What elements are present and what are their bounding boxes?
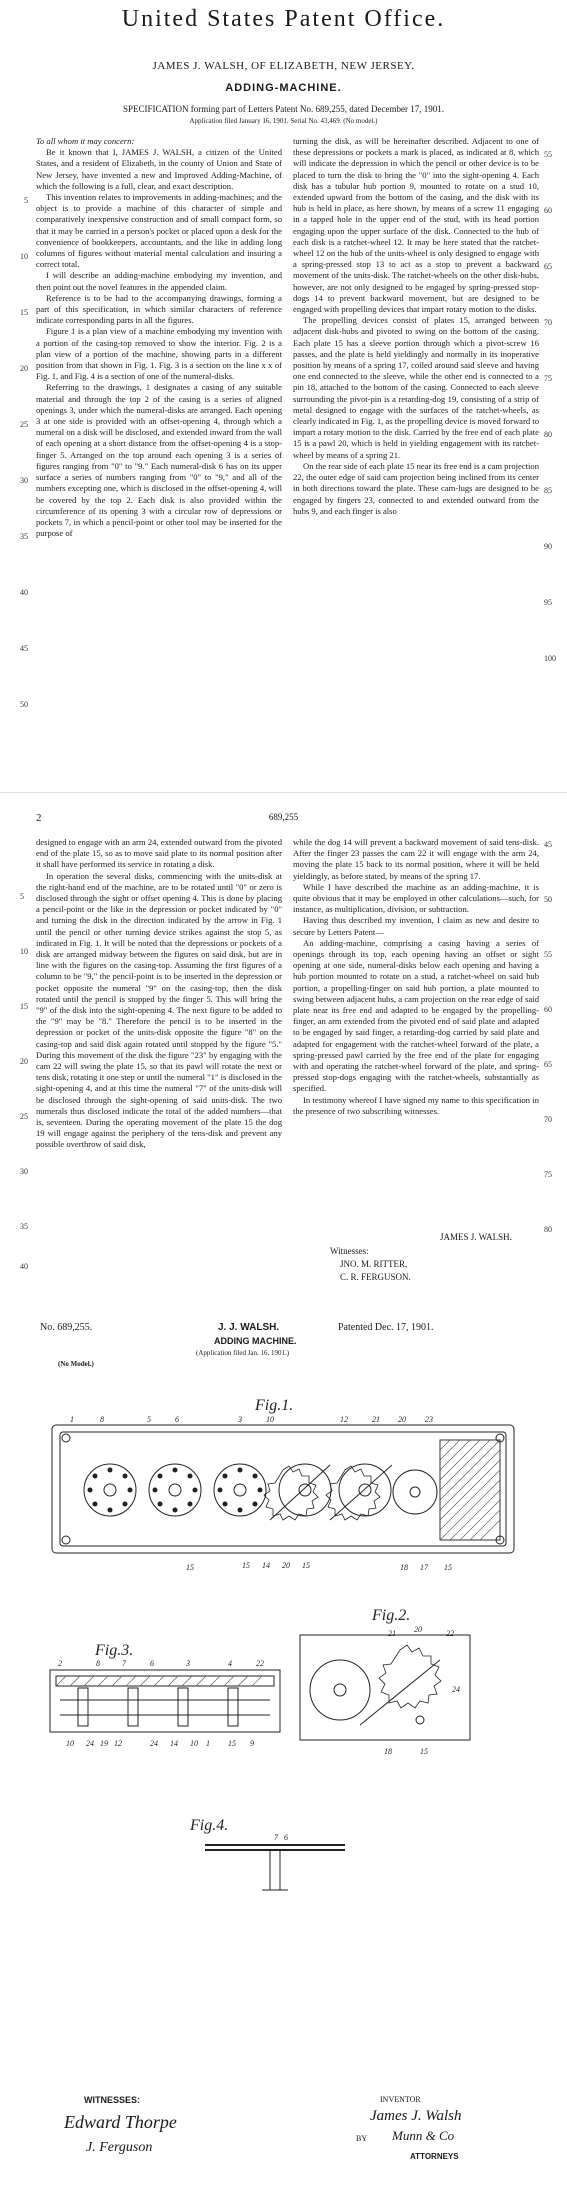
paragraph: Reference is to be had to the accompanying drawings, forming a part of this specification, in which similar characters of reference indicate corresponding parts in all the figures. <box>36 292 282 326</box>
paragraph: Figure 1 is a plan view of a machine embodying my invention with a portion of the casing-top removed to show the interior. Fig. 2 is a plan view of a portion of the machine, showing parts in a different position from that shown in Fig. 1. Fig. 3 is a section on the line x x of Fig. 1, and Fig. 4 is a section of one of the numeral-disks. <box>36 326 282 382</box>
inventor-signature: James J. Walsh <box>370 2108 462 2124</box>
svg-text:15: 15 <box>186 1563 194 1572</box>
line-number: 15 <box>20 308 28 317</box>
svg-text:6: 6 <box>175 1415 179 1424</box>
svg-text:20: 20 <box>282 1561 290 1570</box>
line-number: 40 <box>20 588 28 597</box>
line-number: 5 <box>20 892 24 901</box>
paragraph: Having thus described my invention, I claim as new and desire to secure by Letters Patent— <box>293 915 539 937</box>
paragraph: while the dog 14 will prevent a backward movement of said tens-disk. After the finger 23 passes the cam 22 it will engage with the arm 24, moving the plate 15 back to its normal position, where it will be held yieldingly, as before stated, by means of the spring 17. <box>293 837 539 881</box>
attorney-signature: Munn & Co <box>392 2128 455 2143</box>
line-number: 50 <box>20 700 28 709</box>
claim: An adding-machine, comprising a casing having a series of openings through its top, each opening having an offset or sight opening at one side, numeral-disks below each opening and having a hub portion mounted to rotate on a stud, a ratchet-wheel on said hub portion, a propelling-finger on said hub portion, a plate mounted to swing between adjacent hubs, a cam projection on the rear edge of said plate near its free end and adapted to be engaged by the propelling-finger, an arm extended from the pivoted end of said plate and adapted to be engaged by said finger, a retarding-dog carried by said plate and adapted for engagement with the ratchet-wheel forward of the plate, a spring-pressed pawl carried by the free end of the plate for engaging with and operating the ratchet-wheel forward of the plate, and spring-pressed stop-dogs engaging with the ratchet-wheels, substantially as specified. <box>293 937 539 1094</box>
svg-text:15: 15 <box>302 1561 310 1570</box>
svg-text:1: 1 <box>206 1739 210 1748</box>
svg-text:14: 14 <box>170 1739 178 1748</box>
fig4-label: Fig.4. <box>190 1817 229 1834</box>
page2-left-column <box>36 837 282 1287</box>
witness-signature: J. Ferguson <box>86 2140 153 2155</box>
svg-text:3: 3 <box>186 1659 190 1668</box>
paragraph: In operation the several disks, commencing with the units-disk at the right-hand end of the machine, are to be rotated until "0" or zero is disclosed through the sight or offset opening 4. This is done by placing a pencil-point or the like in the depression or pocket indicated by "0" and turning the disk in the direction indicated by the arrow in Fig. 1 until the pencil or other turning device strikes against the stop 5, as indicated in Fig. 1. It will be noted that the depressions or pockets of a disk are arranged midway between the figures on said disk, but are in line with the figures on the casing-top. Assuming the first figures of a column to be "9," the pencil-point is to be inserted in the depression or pocket opposite the numeral "9" on the casing-top, then the disk rotated until the pencil is stopped by the finger 5. This will bring the "9" of the disk into the sight-opening 4. The next figure to be added to the "9" may be "8." Therefore the pencil is to be inserted in the depression or pocket of the units-disk opposite the figure "8" on the casing-top and said disk again rotated until stopped by the figure "5." During this movement of the disk the figure "23" by engaging with the cam 22 will swing the plate 15, so that its pawl will rotate the next or tens disk, rotating it one step or until the numeral "1" is disclosed in the sight-opening 4, and at this time the numeral "7" of the units-disk will be disclosed through the sight-opening of said units-disk. The two numerals thus disclosed indicate the total of the added numbers—that is, seventeen. During the operating movement of the plate 15 the dog 19 will engage against the periphery of the tens-disk and prevent any possible overthrow of said disk, <box>36 870 282 1150</box>
svg-text:6: 6 <box>150 1659 154 1668</box>
specification-line: SPECIFICATION forming part of Letters Patent No. 689,255, dated December 17, 1901. <box>123 104 444 114</box>
inventor-line: JAMES J. WALSH, OF ELIZABETH, NEW JERSEY. <box>152 60 415 72</box>
witness-signature: Edward Thorpe <box>64 2112 177 2132</box>
drawing-witnesses-label: WITNESSES: <box>84 2095 141 2105</box>
paragraph: In testimony whereof I have signed my name to this specification in the presence of two subscribing witnesses. <box>293 1094 539 1116</box>
line-number: 45 <box>544 840 552 849</box>
svg-text:12: 12 <box>114 1739 122 1748</box>
svg-text:12: 12 <box>340 1415 348 1424</box>
svg-text:17: 17 <box>420 1563 428 1572</box>
svg-text:10: 10 <box>190 1739 198 1748</box>
invention-title: ADDING-MACHINE. <box>225 82 342 94</box>
line-number: 55 <box>544 150 552 159</box>
page-number: 2 <box>36 812 42 824</box>
line-number: 25 <box>20 420 28 429</box>
svg-text:5: 5 <box>147 1415 151 1424</box>
line-number: 10 <box>20 252 28 261</box>
line-number: 75 <box>544 374 552 383</box>
line-number: 15 <box>20 1002 28 1011</box>
drawing-patent-number: No. 689,255. <box>40 1322 93 1333</box>
salutation: To all whom it may concern: <box>36 136 135 146</box>
inventor-signature-text: JAMES J. WALSH. <box>440 1232 512 1242</box>
page1-left-column <box>36 136 282 766</box>
page2-right-column <box>293 837 539 1227</box>
drawing-application: (Application filed Jan. 16, 1901.) <box>196 1349 290 1357</box>
line-number: 90 <box>544 542 552 551</box>
drawing-inventor: J. J. WALSH. <box>218 1322 280 1333</box>
line-number: 65 <box>544 1060 552 1069</box>
svg-text:10: 10 <box>66 1739 74 1748</box>
svg-text:19: 19 <box>100 1739 108 1748</box>
line-number: 20 <box>20 1057 28 1066</box>
line-number: 70 <box>544 1115 552 1124</box>
paragraph: I will describe an adding-machine embodying my invention, and then point out the novel features in the appended claim. <box>36 270 282 292</box>
by-label: BY <box>356 2134 368 2143</box>
attorneys-label: ATTORNEYS <box>410 2152 459 2161</box>
svg-text:15: 15 <box>242 1561 250 1570</box>
line-number: 95 <box>544 598 552 607</box>
line-number: 65 <box>544 262 552 271</box>
fig3-label: Fig.3. <box>95 1642 134 1659</box>
svg-text:23: 23 <box>425 1415 433 1424</box>
paragraph: On the rear side of each plate 15 near its free end is a cam projection 22, the outer edge of said cam projection being inclined from its center in both directions toward the plate. These cam-lugs are designed to be engaged by fingers 23, connected to and extended outward from the hubs 9, and each finger is also <box>293 460 539 516</box>
line-number: 35 <box>20 532 28 541</box>
paragraph: The propelling devices consist of plates 15, arranged between adjacent disk-hubs and pivoted to swing on the bottom of the casing. Each plate 15 has a sleeve portion through which a pivot-screw 16 passes, and the plate is held yieldingly and normally in its inoperative position by means of a spring 17, coiled around said sleeve and having one end connected to the sleeve, while the other end is connected to a pin 18, attached to the bottom of the casing. Connected to each sleeve surrounding the pivot-pin is a retarding-dog 19, consisting of a strip of metal designed to engage with the surfaces of the ratchet-wheels, as clearly indicated in Fig. 1, as the propelling device is moved forward to impart a rotary motion to the disk. Carried by the free end of each plate 15 is a pawl 20, which is held in yielding engagement with its ratchet-wheel by means of a spring 21. <box>293 315 539 460</box>
fig2-outline <box>300 1635 470 1740</box>
paragraph: Referring to the drawings, 1 designates a casing of any suitable material and through the top 2 of the casing is a series of aligned openings 3, under which the numeral-disks are arranged. Each opening 3 at one side is provided with an offset-opening 4, through which a numeral on a disk will be disclosed, and extended inward from the wall of each opening at a short distance from the offset-opening 4 is a stop-finger 5. Arranged on the top around each opening 3 is a series of figures ranging from "0" to "9." Each numeral-disk 6 has on its upper surface a series of numbers ranging from "0" to "9," and all of the numbers excepting one, which is disclosed in the offset-opening 4, will be covered by the top 2. Each disk is also provided within the circumference of its opening 3 with a circular row of depressions or pockets 7, in which a pencil-point or other tool may be inserted for the purpose of <box>36 382 282 539</box>
line-number: 100 <box>544 654 556 663</box>
line-number: 50 <box>544 895 552 904</box>
svg-text:6: 6 <box>284 1833 288 1842</box>
line-number: 85 <box>544 486 552 495</box>
svg-text:10: 10 <box>266 1415 274 1424</box>
fig4-section <box>205 1845 345 1890</box>
drawing-model: (No Model.) <box>58 1360 94 1368</box>
line-number: 20 <box>20 364 28 373</box>
patent-drawing <box>0 1370 567 2185</box>
paragraph: While I have described the machine as an adding-machine, it is quite obvious that it may be employed in other calculations—such, for instance, as multiplication, division, or subtraction. <box>293 881 539 915</box>
svg-text:22: 22 <box>446 1629 454 1638</box>
line-number: 80 <box>544 430 552 439</box>
inventor-label: INVENTOR <box>380 2095 421 2104</box>
svg-text:9: 9 <box>250 1739 254 1748</box>
witnesses-label: Witnesses: <box>330 1246 369 1256</box>
svg-text:20: 20 <box>414 1625 422 1634</box>
paragraph: Be it known that I, JAMES J. WALSH, a citizen of the United States, and a resident of Elizabeth, in the county of Union and State of New Jersey, have invented a new and Improved Adding-Machine, of which the following is a full, clear, and exact description. <box>36 147 282 191</box>
line-number: 70 <box>544 318 552 327</box>
svg-text:4: 4 <box>228 1659 232 1668</box>
fig2-label: Fig.2. <box>372 1607 411 1624</box>
line-number: 40 <box>20 1262 28 1271</box>
paragraph: This invention relates to improvements in adding-machines; and the object is to provide a machine of this character of simple and comparatively inexpensive construction and of small compact form, so that it may be carried in a person's pocket or placed upon a desk for the convenience of bookkeepers, accountants, and the like in adding long columns of figures without material mental calculation and insuring a correct total. <box>36 192 282 270</box>
fig3-section <box>50 1670 280 1732</box>
line-number: 30 <box>20 1167 28 1176</box>
svg-text:18: 18 <box>400 1563 408 1572</box>
svg-text:18: 18 <box>384 1747 392 1756</box>
fig1-casing <box>52 1425 514 1553</box>
svg-text:24: 24 <box>86 1739 94 1748</box>
office-title: United States Patent Office. <box>121 6 446 32</box>
svg-text:24: 24 <box>452 1685 460 1694</box>
line-number: 5 <box>24 196 28 205</box>
page2-patent-number: 689,255 <box>268 812 299 822</box>
page1-right-column <box>293 136 539 766</box>
svg-text:15: 15 <box>444 1563 452 1572</box>
svg-text:14: 14 <box>262 1561 270 1570</box>
svg-text:1: 1 <box>70 1415 74 1424</box>
svg-text:24: 24 <box>150 1739 158 1748</box>
svg-text:8: 8 <box>100 1415 104 1424</box>
line-number: 25 <box>20 1112 28 1121</box>
line-number: 45 <box>20 644 28 653</box>
witness-name: C. R. FERGUSON. <box>340 1272 411 1282</box>
witness-name: JNO. M. RITTER, <box>340 1259 408 1269</box>
svg-text:15: 15 <box>228 1739 236 1748</box>
drawing-title: ADDING MACHINE. <box>214 1336 297 1346</box>
svg-text:3: 3 <box>238 1415 242 1424</box>
page-separator <box>0 792 567 793</box>
application-line: Application filed January 16, 1901. Serial No. 43,469. (No model.) <box>189 117 378 125</box>
paragraph: designed to engage with an arm 24, extended outward from the pivoted end of the plate 15, so as to move said plate to its normal position after it shall have performed its service in rotating a disk. <box>36 837 282 870</box>
line-number: 10 <box>20 947 28 956</box>
svg-text:7: 7 <box>274 1833 278 1842</box>
line-number: 75 <box>544 1170 552 1179</box>
line-number: 60 <box>544 206 552 215</box>
svg-text:22: 22 <box>256 1659 264 1668</box>
line-number: 35 <box>20 1222 28 1231</box>
svg-text:8: 8 <box>96 1659 100 1668</box>
svg-text:21: 21 <box>388 1629 396 1638</box>
line-number: 80 <box>544 1225 552 1234</box>
svg-text:2: 2 <box>58 1659 62 1668</box>
line-number: 30 <box>20 476 28 485</box>
svg-text:20: 20 <box>398 1415 406 1424</box>
svg-text:15: 15 <box>420 1747 428 1756</box>
drawing-patented-date: Patented Dec. 17, 1901. <box>338 1322 434 1333</box>
line-number: 60 <box>544 1005 552 1014</box>
svg-text:21: 21 <box>372 1415 380 1424</box>
paragraph: turning the disk, as will be hereinafter described. Adjacent to one of these depressions or pockets a mark is placed, as indicated at 8, which will indicate the depression in which the pencil or other device is to be placed to turn the disk to bring the "0" into the sight-opening 4. Each disk has a tubular hub portion 9, mounted to rotate on a stud 10, extended upward from the bottom of the casing, and the disk with its hub is held in place, as here shown, by means of a screw 11 engaging in a tapped hole in the upper end of the stud, with its head portion engaging upon the upper surface of the disk. Connected to the hub of each disk is a ratchet-wheel 12. It may be here stated that the ratchet-wheel 12 on the hub of the units-wheel is only designed to engage with a spring-pressed stop 13 to act as a stop to prevent a backward movement of the units-disk. The ratchet-wheels on the other disk-hubs, however, are not only designed to be engaged by spring-pressed stop-dogs 14 to prevent backward movement, but are designed to be engaged with propelling devices that impart rotary motion to the disks. <box>293 136 539 315</box>
fig1-label: Fig.1. <box>255 1397 294 1414</box>
svg-text:7: 7 <box>122 1659 126 1668</box>
line-number: 55 <box>544 950 552 959</box>
